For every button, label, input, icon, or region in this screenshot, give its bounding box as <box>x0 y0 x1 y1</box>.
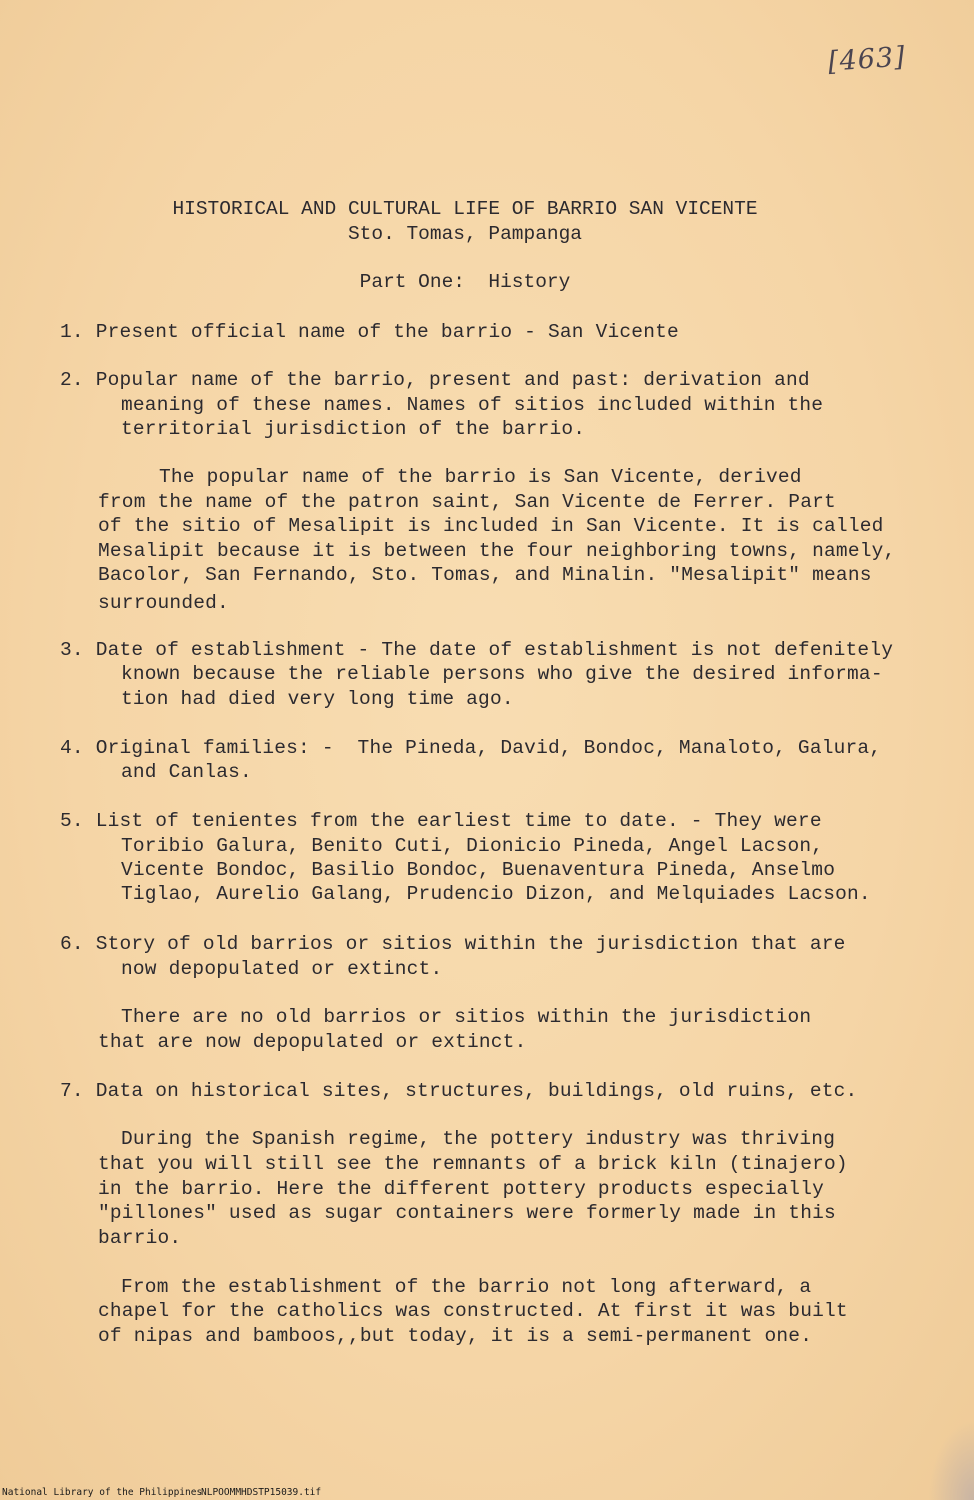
page-stain <box>928 1420 974 1500</box>
item-2-answer-line-6: surrounded. <box>98 592 229 614</box>
item-4-line-1: 4. Original families: - The Pineda, David, Bondoc, Manaloto, Galura, <box>60 737 882 759</box>
item-6-line-2: now depopulated or extinct. <box>121 958 443 980</box>
page-number: [463] <box>827 41 907 78</box>
item-3-line-1: 3. Date of establishment - The date of establishment is not defenitely <box>60 639 894 661</box>
item-5-line-4: Tiglao, Aurelio Galang, Prudencio Dizon, and Melquiades Lacson. <box>121 883 871 905</box>
item-2-answer-line-1: The popular name of the barrio is San Vicente, derived <box>159 466 802 488</box>
item-2-answer-line-3: of the sitio of Mesalipit is included in San Vicente. It is called <box>98 515 884 537</box>
item-7-answer-line-3: in the barrio. Here the different pottery products especially <box>98 1178 825 1200</box>
item-4-line-2: and Canlas. <box>121 761 252 783</box>
item-7-answer-line-2: that you will still see the remnants of a brick kiln (tinajero) <box>98 1153 848 1175</box>
item-5-line-3: Vicente Bondoc, Basilio Bondoc, Buenaventura Pineda, Anselmo <box>121 859 836 881</box>
item-6-line-1: 6. Story of old barrios or sitios within the jurisdiction that are <box>60 933 846 955</box>
item-7-answer-line-1: During the Spanish regime, the pottery industry was thriving <box>121 1128 836 1150</box>
item-1-line-1: 1. Present official name of the barrio - San Vicente <box>60 321 679 343</box>
document-subtitle: Sto. Tomas, Pampanga <box>347 223 583 245</box>
item-7-line-1: 7. Data on historical sites, structures, buildings, old ruins, etc. <box>60 1080 858 1102</box>
item-7-answer2-line-3: of nipas and bamboos,,but today, it is a semi-permanent one. <box>98 1325 813 1347</box>
item-5-line-2: Toribio Galura, Benito Cuti, Dionicio Pineda, Angel Lacson, <box>121 835 824 857</box>
document-title: HISTORICAL AND CULTURAL LIFE OF BARRIO SAN VICENTE <box>172 198 758 220</box>
item-6-answer-line-2: that are now depopulated or extinct. <box>98 1031 527 1053</box>
item-3-line-2: known because the reliable persons who give the desired informa- <box>121 663 883 685</box>
item-7-answer2-line-2: chapel for the catholics was constructed. At first it was built <box>98 1300 848 1322</box>
item-6-answer-line-1: There are no old barrios or sitios within the jurisdiction <box>121 1006 812 1028</box>
footer-file-id: NLPOOMMHDSTP15039.tif <box>201 1487 322 1498</box>
item-5-line-1: 5. List of tenientes from the earliest time to date. - They were <box>60 810 822 832</box>
item-2-answer-line-2: from the name of the patron saint, San Vicente de Ferrer. Part <box>98 491 836 513</box>
part-heading: Part One: History <box>359 271 571 293</box>
item-7-answer2-line-1: From the establishment of the barrio not long afterward, a <box>121 1276 812 1298</box>
item-2-answer-line-4: Mesalipit because it is between the four neighboring towns, namely, <box>98 540 896 562</box>
item-2-answer-line-5: Bacolor, San Fernando, Sto. Tomas, and Minalin. "Mesalipit" means <box>98 564 872 586</box>
item-3-line-3: tion had died very long time ago. <box>121 688 514 710</box>
item-2-line-1: 2. Popular name of the barrio, present and past: derivation and <box>60 369 810 391</box>
item-2-line-2: meaning of these names. Names of sitios included within the <box>121 394 824 416</box>
item-2-line-3: territorial jurisdiction of the barrio. <box>121 418 586 440</box>
item-7-answer-line-5: barrio. <box>98 1227 182 1249</box>
footer-library-name: National Library of the Philippines <box>2 1487 203 1498</box>
item-7-answer-line-4: "pillones" used as sugar containers were formerly made in this <box>98 1202 836 1224</box>
